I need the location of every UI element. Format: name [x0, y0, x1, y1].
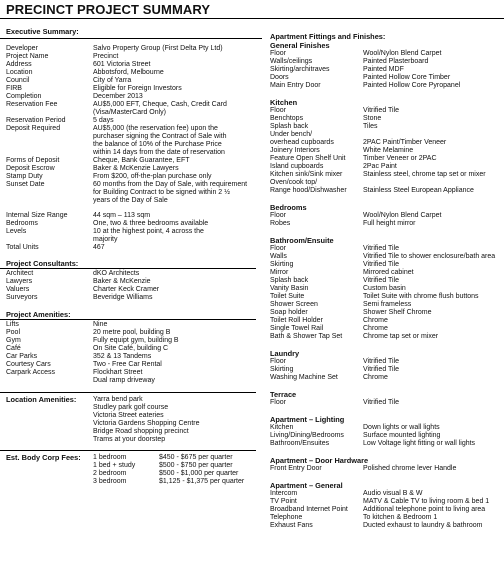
amenity-value: 352 & 13 Tandems [93, 353, 152, 360]
executive-value: Precinct [93, 53, 119, 60]
page-title: PRECINCT PROJECT SUMMARY [6, 2, 211, 17]
fitting-row [270, 522, 502, 530]
fitting-label: Floor [270, 245, 286, 252]
executive-row [6, 125, 262, 157]
fitting-value: MATV & Cable TV to living room & bed 1 [363, 498, 490, 505]
project-size-label: Bedrooms [6, 220, 38, 227]
fittings-section-list [270, 465, 502, 473]
executive-row [6, 173, 262, 181]
executive-row [6, 157, 262, 165]
fitting-value: Painted MDF [363, 66, 404, 73]
consultant-row [6, 286, 262, 294]
project-size-label: Total Units [6, 244, 39, 251]
fitting-row [270, 131, 502, 139]
fitting-row [270, 269, 502, 277]
executive-value: AU$5,000 (the reservation fee) upon the purchaser signing the Contract of Sale with the balance of 10% of the Purchase Price within 14 days from the date of reservation [93, 125, 227, 156]
project-size-label: Internal Size Range [6, 212, 68, 219]
fitting-value: Mirrored cabinet [363, 269, 414, 276]
fitting-row [270, 285, 502, 293]
location-amenity-item: Yarra bend park [93, 396, 143, 403]
fitting-row [270, 432, 502, 440]
fitting-row [270, 277, 502, 285]
fitting-value: Vitrified Tile [363, 399, 400, 406]
fitting-row [270, 325, 502, 333]
fitting-label: Main Entry Door [270, 82, 321, 89]
fitting-label: Island cupboards [270, 163, 324, 170]
executive-row [6, 93, 262, 101]
fitting-label: TV Point [270, 498, 297, 505]
fitting-label: Under bench/ [270, 131, 313, 138]
fittings-section-heading: Apartment – General [270, 481, 343, 490]
project-size-list [6, 212, 262, 252]
fitting-row [270, 107, 502, 115]
consultant-row [6, 278, 262, 286]
fitting-label: Oven/cook top/ [270, 179, 318, 186]
body-corp-fee-row [93, 462, 244, 470]
fitting-value: To kitchen & Bedroom 1 [363, 514, 438, 521]
project-size-row [6, 244, 262, 252]
location-amenities-block [6, 395, 262, 444]
amenity-value: Nine [93, 321, 108, 328]
fitting-value: Custom basin [363, 285, 406, 292]
project-consultants-list [6, 270, 262, 302]
fitting-label: Intercom [270, 490, 298, 497]
fitting-value: Vitrified Tile [363, 366, 400, 373]
fittings-section-heading: Apartment – Lighting [270, 415, 345, 424]
fitting-label: Bath & Shower Tap Set [270, 333, 343, 340]
executive-value: 5 days [93, 117, 114, 124]
fitting-label: Range hood/Dishwasher [270, 187, 347, 194]
fitting-label: Walls/ceilings [270, 58, 313, 65]
fitting-value: Semi frameless [363, 301, 412, 308]
fitting-value: Painted Plasterboard [363, 58, 429, 65]
executive-label: Location [6, 69, 33, 76]
executive-row [6, 77, 262, 85]
project-size-value: 10 at the highest point, 4 across the majority [93, 228, 204, 243]
amenity-value: On Site Café, building C [93, 345, 169, 352]
fitting-row [270, 163, 502, 171]
fitting-row [270, 245, 502, 253]
fitting-label: Feature Open Shelf Unit [270, 155, 346, 162]
executive-row [6, 181, 262, 205]
fitting-row [270, 115, 502, 123]
executive-row [6, 53, 262, 61]
body-corp-fee-value: $500 - $1,000 per quarter [159, 470, 239, 477]
fitting-value: Shower Shelf Chrome [363, 309, 432, 316]
fittings-section-list [270, 490, 502, 530]
executive-row [6, 165, 262, 173]
title-rule [0, 18, 504, 19]
amenity-row [6, 337, 262, 345]
fitting-value: Full height mirror [363, 220, 416, 227]
executive-label: Project Name [6, 53, 49, 60]
fitting-value: Vitrified Tile [363, 358, 400, 365]
fitting-label: Kitchen [270, 424, 294, 431]
executive-row [6, 61, 262, 69]
fitting-row [270, 498, 502, 506]
executive-label: Sunset Date [6, 181, 45, 188]
project-amenities-list [6, 321, 262, 385]
body-corp-heading: Est. Body Corp Fees: [6, 453, 81, 462]
fitting-value: Toilet Suite with chrome flush buttons [363, 293, 479, 300]
fittings-section-list [270, 212, 502, 228]
fitting-value: Polished chrome lever Handle [363, 465, 457, 472]
fitting-value: Wool/Nylon Blend Carpet [363, 50, 442, 57]
executive-row [6, 69, 262, 77]
executive-value: Salvo Property Group (First Delta Pty Ltd) [93, 45, 223, 52]
fitting-value: Vitrified Tile [363, 107, 400, 114]
location-amenity-item: Trams at your doorstep [93, 436, 166, 443]
fitting-label: Floor [270, 358, 286, 365]
fitting-row [270, 171, 502, 179]
amenity-row [6, 345, 262, 353]
project-size-label: Levels [6, 228, 27, 235]
fitting-label: Skirting [270, 261, 294, 268]
executive-value: Abbotsford, Melbourne [93, 69, 164, 76]
body-corp-fee-row [93, 470, 244, 478]
fitting-label: Broadband Internet Point [270, 506, 348, 513]
project-size-value: 44 sqm – 113 sqm [93, 212, 151, 219]
fitting-value: Ducted exhaust to laundry & bathroom [363, 522, 483, 529]
fitting-row [270, 333, 502, 341]
fitting-label: Toilet Roll Holder [270, 317, 323, 324]
executive-label: Stamp Duty [6, 173, 43, 180]
fitting-value: White Melamine [363, 147, 414, 154]
fittings-sections [270, 41, 502, 530]
fittings-section-heading: Laundry [270, 349, 300, 358]
body-corp-fee-label: 1 bed + study [93, 462, 136, 469]
fitting-label: Front Entry Door [270, 465, 322, 472]
fitting-row [270, 293, 502, 301]
fitting-label: Vanity Basin [270, 285, 309, 292]
executive-label: Completion [6, 93, 42, 100]
fitting-value: Vitrified Tile [363, 261, 400, 268]
fitting-value: Down lights or wall lights [363, 424, 440, 431]
fitting-label: Soap holder [270, 309, 308, 316]
bodycorp-rule [0, 450, 256, 451]
executive-row [6, 45, 262, 53]
fitting-row [270, 374, 502, 382]
amenity-label: Lifts [6, 321, 19, 328]
amenity-value: Fully equipt gym, building B [93, 337, 179, 344]
fittings-section-heading: General Finishes [270, 41, 330, 50]
left-column [6, 27, 262, 486]
fitting-value: Painted Hollow Core Timber [363, 74, 451, 81]
amenity-row [6, 321, 262, 329]
fitting-row [270, 147, 502, 155]
amenity-row [6, 353, 262, 361]
fitting-row [270, 465, 502, 473]
consultant-value: dKO Architects [93, 270, 140, 277]
consultant-label: Lawyers [6, 278, 33, 285]
fitting-label: Shower Screen [270, 301, 318, 308]
location-amenity-item: Bridge Road shopping precinct [93, 428, 189, 435]
fitting-row [270, 50, 502, 58]
right-column [270, 32, 502, 530]
body-corp-block [6, 453, 262, 486]
consultant-value: Baker & McKenzie [93, 278, 151, 285]
body-corp-fee-label: 3 bedroom [93, 478, 127, 485]
fitting-row [270, 66, 502, 74]
fitting-label: Bathroom/Ensuites [270, 440, 330, 447]
fitting-value: Wool/Nylon Blend Carpet [363, 212, 442, 219]
executive-value: 60 months from the Day of Sale, with requirement for Building Contract to be signed within 2 ½ years of the Day of Sale [93, 181, 248, 204]
fitting-value: Vitrified Tile [363, 277, 400, 284]
fitting-value: Chrome [363, 325, 388, 332]
executive-summary-list [6, 45, 262, 205]
fittings-section-list [270, 424, 502, 448]
amenity-label: Car Parks [6, 353, 38, 360]
fittings-section-list [270, 245, 502, 341]
fitting-row [270, 490, 502, 498]
fitting-row [270, 440, 502, 448]
fitting-value: 2Pac Paint [363, 163, 397, 170]
fitting-row [270, 139, 502, 147]
fitting-row [270, 179, 502, 187]
fitting-label: Joinery Interiors [270, 147, 320, 154]
executive-value: AU$5,000 EFT, Cheque, Cash, Credit Card (Visa/MasterCard Only) [93, 101, 227, 116]
project-size-row [6, 220, 262, 228]
fitting-value: Stainless steel, chrome tap set or mixer [363, 171, 486, 178]
location-amenities-heading: Location Amenities: [6, 395, 77, 404]
fitting-value: Surface mounted lighting [363, 432, 441, 439]
location-rule [0, 392, 256, 393]
fitting-value: Chrome [363, 374, 388, 381]
amenity-label: Gym [6, 337, 21, 344]
body-corp-fee-value: $1,125 - $1,375 per quarter [159, 478, 245, 485]
body-corp-fees-list [93, 453, 244, 486]
fittings-section-list [270, 107, 502, 195]
fitting-value: Vitrified Tile [363, 245, 400, 252]
fitting-row [270, 253, 502, 261]
fitting-value: Stone [363, 115, 382, 122]
fitting-row [270, 317, 502, 325]
executive-label: Deposit Escrow [6, 165, 55, 172]
fitting-label: Doors [270, 74, 289, 81]
fitting-row [270, 506, 502, 514]
executive-value: 601 Victoria Street [93, 61, 151, 68]
executive-value: City of Yarra [93, 77, 132, 84]
fitting-label: Floor [270, 212, 286, 219]
amenity-label: Courtesy Cars [6, 361, 51, 368]
executive-row [6, 117, 262, 125]
project-size-value: One, two & three bedrooms available [93, 220, 209, 227]
amenity-row [6, 329, 262, 337]
fitting-value: 2PAC Paint/Timber Veneer [363, 139, 447, 146]
fitting-label: Toilet Suite [270, 293, 305, 300]
fitting-row [270, 514, 502, 522]
body-corp-fee-row [93, 478, 244, 486]
amenity-label: Carpark Access [6, 369, 56, 376]
amenity-value: 20 metre pool, building B [93, 329, 171, 336]
fitting-label: Splash back [270, 277, 309, 284]
fitting-value: Audio visual B & W [363, 490, 423, 497]
consultant-label: Architect [6, 270, 34, 277]
fitting-row [270, 301, 502, 309]
executive-label: Address [6, 61, 32, 68]
fitting-row [270, 424, 502, 432]
executive-value: From $200, off-the-plan purchase only [93, 173, 212, 180]
fitting-label: Skirting/architraves [270, 66, 330, 73]
fittings-heading: Apartment Fittings and Finishes: [270, 32, 386, 41]
fitting-row [270, 309, 502, 317]
fittings-section-heading: Kitchen [270, 98, 298, 107]
fitting-value: Additional telephone point to living area [363, 506, 486, 513]
consultant-label: Valuers [6, 286, 30, 293]
executive-label: Developer [6, 45, 38, 52]
fitting-label: Kitchen sink/Sink mixer [270, 171, 343, 178]
fitting-label: overhead cupboards [270, 139, 334, 146]
fitting-label: Mirror [270, 269, 289, 276]
executive-label: Forms of Deposit [6, 157, 60, 164]
location-amenity-item: Studley park golf course [93, 404, 169, 411]
body-corp-fee-value: $450 - $675 per quarter [159, 454, 233, 461]
amenities-rule [0, 319, 256, 320]
consultant-value: Beveridge Williams [93, 294, 153, 301]
fitting-row [270, 187, 502, 195]
project-size-row [6, 228, 262, 244]
fitting-value: Painted Hollow Core Pyropanel [363, 82, 461, 89]
fitting-label: Washing Machine Set [270, 374, 338, 381]
amenity-row [6, 361, 262, 369]
executive-label: FIRB [6, 85, 22, 92]
fitting-value: Vitrified Tile to shower enclosure/bath area [363, 253, 496, 260]
fitting-value: Tiles [363, 123, 378, 130]
body-corp-fee-value: $500 - $750 per quarter [159, 462, 233, 469]
executive-value: Baker & McKenzie Lawyers [93, 165, 179, 172]
executive-value: December 2013 [93, 93, 143, 100]
fitting-value: Chrome [363, 317, 388, 324]
location-amenity-item: Victoria Gardens Shopping Centre [93, 420, 200, 427]
consultant-value: Charter Keck Cramer [93, 286, 160, 293]
amenity-label: Café [6, 345, 21, 352]
body-corp-fee-label: 2 bedroom [93, 470, 127, 477]
fitting-label: Benchtops [270, 115, 304, 122]
fitting-row [270, 58, 502, 66]
fitting-label: Floor [270, 107, 286, 114]
project-amenities-heading: Project Amenities: [6, 310, 71, 319]
fitting-label: Single Towel Rail [270, 325, 324, 332]
location-amenity-item: Victoria Street eateries [93, 412, 164, 419]
amenity-value: Two - Free Car Rental [93, 361, 162, 368]
fitting-row [270, 74, 502, 82]
consultant-label: Surveyors [6, 294, 38, 301]
executive-row [6, 101, 262, 117]
fitting-label: Splash back [270, 123, 309, 130]
project-size-row [6, 212, 262, 220]
fittings-section-heading: Bedrooms [270, 203, 307, 212]
executive-label: Deposit Required [6, 125, 61, 132]
consultant-row [6, 270, 262, 278]
fitting-label: Robes [270, 220, 291, 227]
fitting-label: Exhaust Fans [270, 522, 313, 529]
fitting-row [270, 220, 502, 228]
fittings-section-heading: Apartment – Door Hardware [270, 456, 369, 465]
fitting-value: Low Voltage light fitting or wall lights [363, 440, 476, 447]
body-corp-fee-label: 1 bedroom [93, 454, 127, 461]
fitting-label: Telephone [270, 514, 303, 521]
fitting-row [270, 358, 502, 366]
fitting-row [270, 82, 502, 90]
fitting-row [270, 261, 502, 269]
fittings-section-list [270, 399, 502, 407]
fitting-row [270, 399, 502, 407]
executive-label: Council [6, 77, 30, 84]
fitting-row [270, 155, 502, 163]
fittings-section-list [270, 358, 502, 382]
fittings-section-heading: Terrace [270, 390, 297, 399]
executive-label: Reservation Period [6, 117, 66, 124]
fitting-label: Skirting [270, 366, 294, 373]
project-size-value: 467 [93, 244, 105, 251]
fitting-label: Floor [270, 50, 286, 57]
fitting-label: Walls [270, 253, 287, 260]
project-consultants-heading: Project Consultants: [6, 259, 79, 268]
body-corp-fee-row [93, 454, 244, 462]
consultant-row [6, 294, 262, 302]
consultants-rule [0, 268, 256, 269]
executive-row [6, 85, 262, 93]
fitting-row [270, 123, 502, 131]
fitting-row [270, 366, 502, 374]
executive-label: Reservation Fee [6, 101, 58, 108]
fitting-value: Chrome tap set or mixer [363, 333, 439, 340]
fitting-row [270, 212, 502, 220]
fitting-value: Timber Veneer or 2PAC [363, 155, 437, 162]
amenity-value: Flockhart Street Dual ramp driveway [93, 369, 155, 384]
amenity-row [6, 369, 262, 385]
fittings-section-heading: Bathroom/Ensuite [270, 236, 334, 245]
fittings-section-list [270, 50, 502, 90]
fitting-value: Stainless Steel European Appliance [363, 187, 474, 194]
executive-value: Cheque, Bank Guarantee, EFT [93, 157, 190, 164]
executive-value: Eligible for Foreign Investors [93, 85, 182, 92]
fitting-label: Floor [270, 399, 286, 406]
fitting-label: Living/Dining/Bedrooms [270, 432, 344, 439]
location-amenities-list [93, 395, 200, 444]
executive-summary-heading: Executive Summary: [6, 27, 79, 36]
amenity-label: Pool [6, 329, 21, 336]
